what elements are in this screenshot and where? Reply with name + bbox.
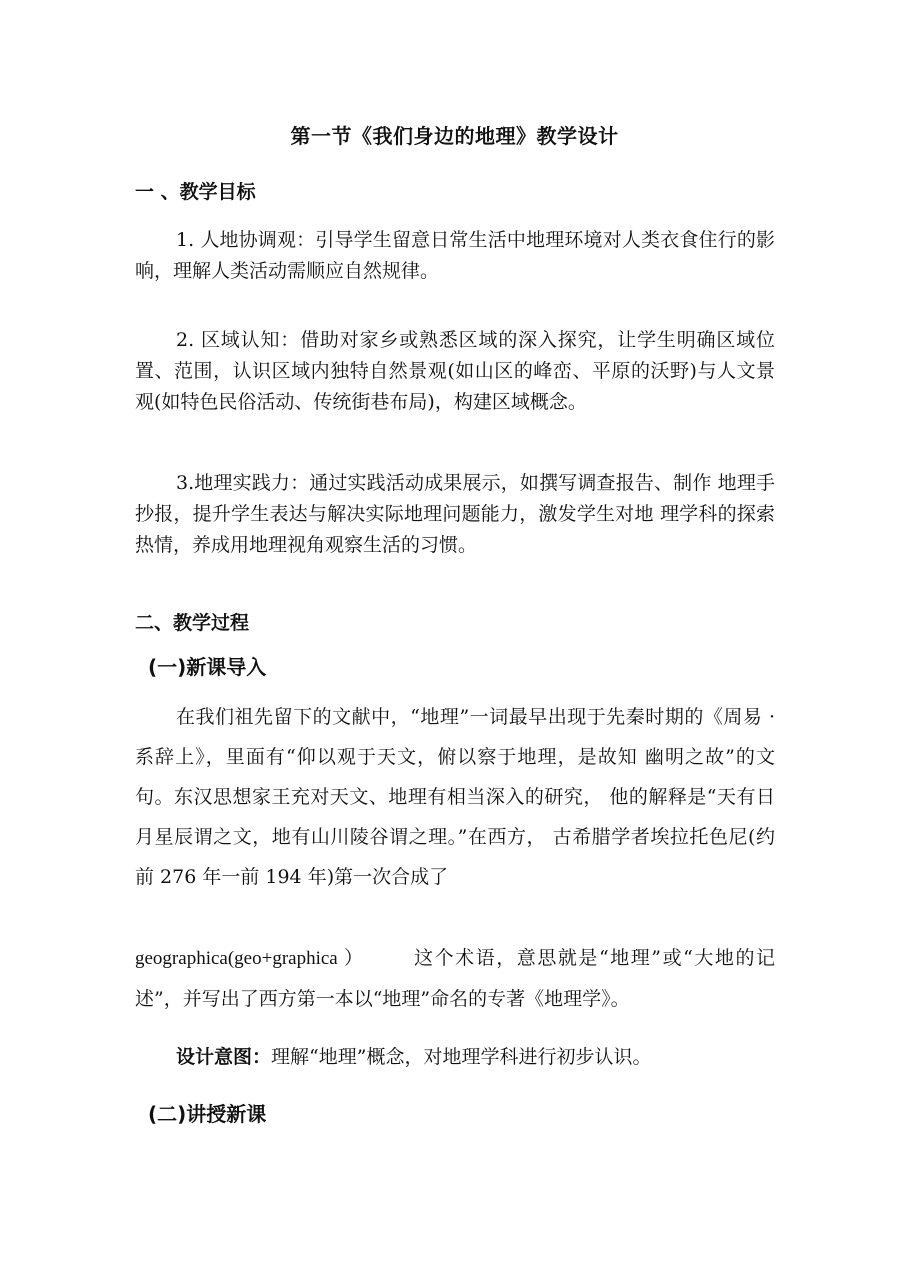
document-title: 第一节《我们身边的地理》教学设计 <box>290 124 619 148</box>
goal-paragraph-2: 2. 区域认知：借助对家乡或熟悉区域的深入探究，让学生明确区域位置、范围，认识区域内独特自然景观(如山区的峰峦、平原的沃野)与人文景观(如特色民俗活动、传统街巷布局)，构建区域概念。 <box>135 329 775 413</box>
section-heading-teaching-goals: 一 、教学目标 <box>135 181 256 203</box>
goal-paragraph-3: 3.地理实践力：通过实践活动成果展示，如撰写调查报告、制作 地理手抄报，提升学生表达与解决实际地理问题能力，激发学生对地 理学科的探索热情，养成用地理视角观察生活的习惯。 <box>135 472 775 556</box>
term-paragraph <box>135 938 775 1019</box>
subsection-heading-new-lesson: (二)讲授新课 <box>148 1102 267 1126</box>
goal-paragraph-1: 1. 人地协调观：引导学生留意日常生活中地理环境对人类衣食住行的影响，理解人类活动需顺应自然规律。 <box>135 229 775 282</box>
subsection-heading-intro: (一)新课导入 <box>148 655 267 679</box>
term-geographica: geographica(geo+graphica ） <box>135 948 365 969</box>
design-intent-label: 设计意图： <box>176 1046 272 1068</box>
design-intent-paragraph <box>135 1042 775 1073</box>
section-heading-teaching-process: 二、教学过程 <box>135 612 250 634</box>
term-explanation: 这个术语，意思就是“地理”或“大地的记述”，并写出了西方第一本以“地理”命名的专著《地理学》。 <box>135 947 775 1010</box>
design-intent-text: 理解“地理”概念，对地理学科进行初步认识。 <box>271 1046 652 1068</box>
intro-paragraph: 在我们祖先留下的文献中，“地理”一词最早出现于先秦时期的《周易 · 系辞上》，里面有“仰以观于天文，俯以察于地理，是故知 幽明之故”的文句。东汉思想家王充对天文、地理有相当深入的研究， 他的解释是“天有日月星辰谓之文，地有山川陵谷谓之理。”在西方， 古希腊学者埃拉托色尼(约前 276 年一前 194 年)第一次合成了 <box>135 706 775 888</box>
